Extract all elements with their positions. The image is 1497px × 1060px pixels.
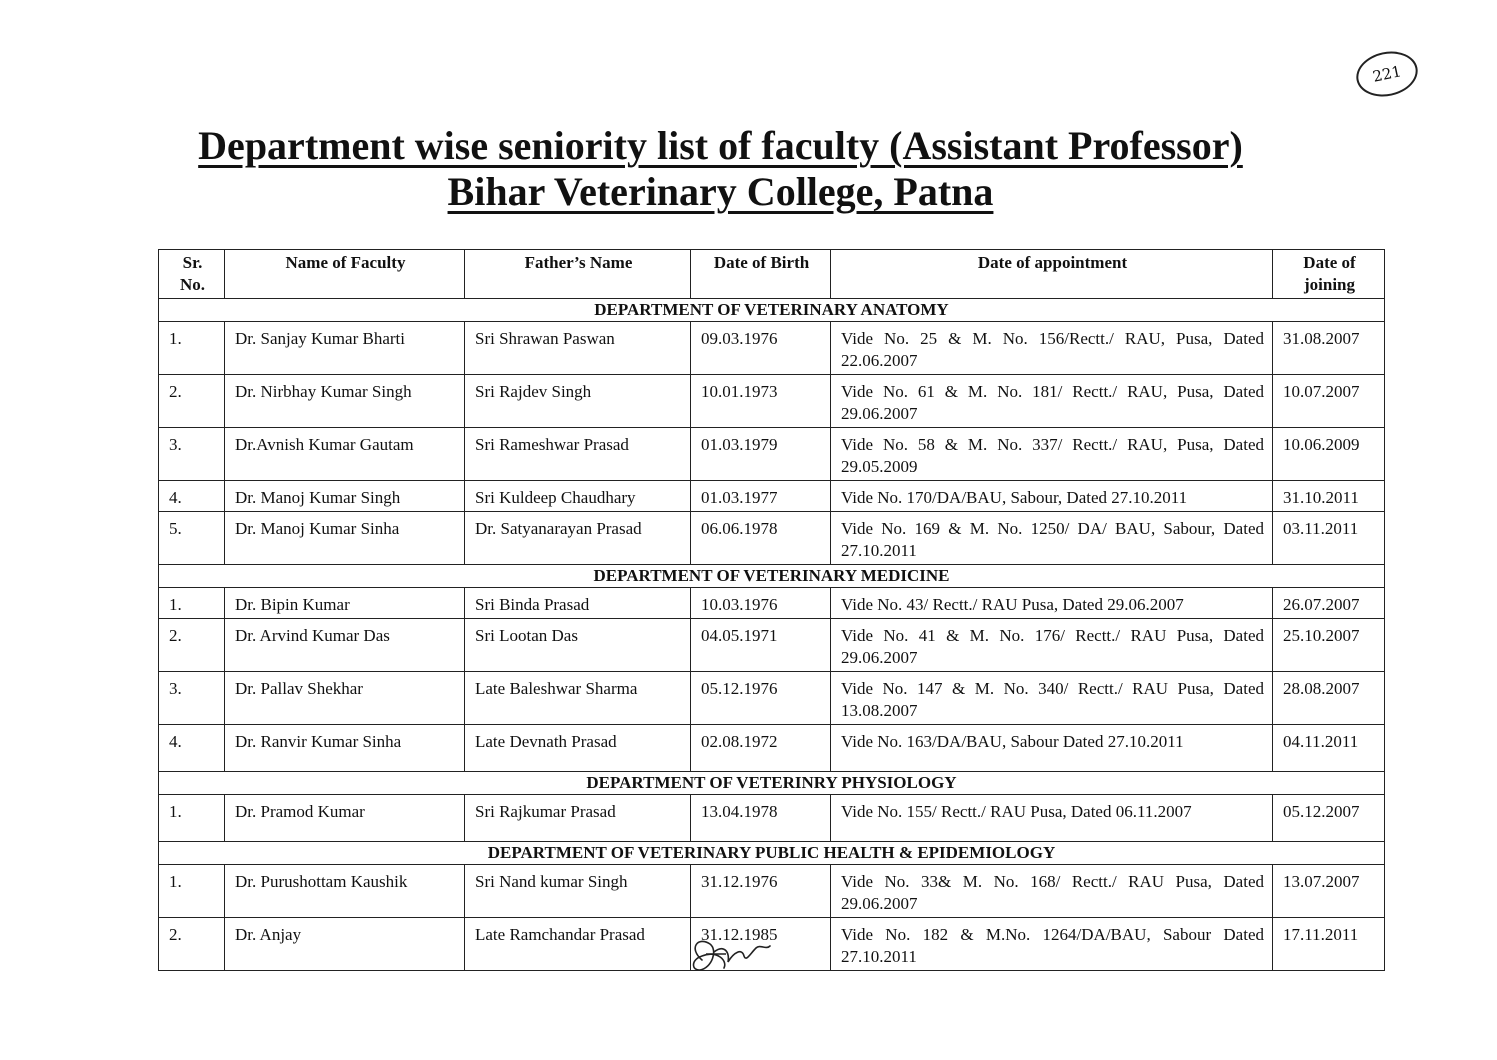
table-body <box>159 299 1385 971</box>
cell-fathers-name: Late Devnath Prasad <box>465 725 691 772</box>
cell-fathers-name: Late Ramchandar Prasad <box>465 918 691 971</box>
signature <box>684 930 774 980</box>
department-name: DEPARTMENT OF VETERINARY PUBLIC HEALTH & EPIDEMIOLOGY <box>159 842 1385 865</box>
cell-date-of-joining: 10.07.2007 <box>1273 375 1385 428</box>
cell-date-of-birth: 06.06.1978 <box>691 512 831 565</box>
cell-fathers-name: Sri Kuldeep Chaudhary <box>465 481 691 512</box>
cell-sr-no: 3. <box>159 428 225 481</box>
department-name: DEPARTMENT OF VETERINARY ANATOMY <box>159 299 1385 322</box>
cell-fathers-name: Sri Binda Prasad <box>465 588 691 619</box>
table-row <box>159 672 1385 725</box>
cell-date-of-joining: 03.11.2011 <box>1273 512 1385 565</box>
page-number-stamp: 221 <box>1352 46 1422 102</box>
department-name: DEPARTMENT OF VETERINARY MEDICINE <box>159 565 1385 588</box>
table-row <box>159 795 1385 842</box>
cell-name-of-faculty: Dr. Sanjay Kumar Bharti <box>225 322 465 375</box>
cell-fathers-name: Sri Shrawan Paswan <box>465 322 691 375</box>
cell-date-of-birth: 31.12.1985 <box>691 918 831 971</box>
cell-date-of-joining: 31.08.2007 <box>1273 322 1385 375</box>
cell-date-of-appointment: Vide No. 182 & M.No. 1264/DA/BAU, Sabour Dated 27.10.2011 <box>831 918 1273 971</box>
cell-sr-no: 1. <box>159 588 225 619</box>
cell-date-of-birth: 01.03.1979 <box>691 428 831 481</box>
cell-sr-no: 2. <box>159 918 225 971</box>
cell-date-of-appointment: Vide No. 41 & M. No. 176/ Rectt./ RAU Pusa, Dated 29.06.2007 <box>831 619 1273 672</box>
cell-date-of-appointment: Vide No. 43/ Rectt./ RAU Pusa, Dated 29.06.2007 <box>831 588 1273 619</box>
table-row <box>159 481 1385 512</box>
cell-name-of-faculty: Dr. Ranvir Kumar Sinha <box>225 725 465 772</box>
header-row <box>159 250 1385 299</box>
cell-fathers-name: Sri Rajdev Singh <box>465 375 691 428</box>
cell-name-of-faculty: Dr. Pallav Shekhar <box>225 672 465 725</box>
header-name-of-faculty: Name of Faculty <box>225 250 465 299</box>
cell-name-of-faculty: Dr. Manoj Kumar Sinha <box>225 512 465 565</box>
table-row <box>159 428 1385 481</box>
header-date-of-appointment: Date of appointment <box>831 250 1273 299</box>
cell-date-of-birth: 31.12.1976 <box>691 865 831 918</box>
cell-date-of-appointment: Vide No. 25 & M. No. 156/Rectt./ RAU, Pusa, Dated 22.06.2007 <box>831 322 1273 375</box>
table-row <box>159 375 1385 428</box>
cell-date-of-appointment: Vide No. 163/DA/BAU, Sabour Dated 27.10.2011 <box>831 725 1273 772</box>
cell-date-of-joining: 25.10.2007 <box>1273 619 1385 672</box>
cell-fathers-name: Dr. Satyanarayan Prasad <box>465 512 691 565</box>
header-date-of-joining: Date of joining <box>1273 250 1385 299</box>
department-heading-row <box>159 772 1385 795</box>
cell-date-of-appointment: Vide No. 58 & M. No. 337/ Rectt./ RAU, Pusa, Dated 29.05.2009 <box>831 428 1273 481</box>
cell-fathers-name: Sri Lootan Das <box>465 619 691 672</box>
header-sr-no: Sr. No. <box>159 250 225 299</box>
cell-name-of-faculty: Dr. Pramod Kumar <box>225 795 465 842</box>
cell-date-of-appointment: Vide No. 169 & M. No. 1250/ DA/ BAU, Sabour, Dated 27.10.2011 <box>831 512 1273 565</box>
table-row <box>159 588 1385 619</box>
cell-name-of-faculty: Dr. Manoj Kumar Singh <box>225 481 465 512</box>
cell-date-of-appointment: Vide No. 33& M. No. 168/ Rectt./ RAU Pusa, Dated 29.06.2007 <box>831 865 1273 918</box>
department-heading-row <box>159 842 1385 865</box>
table-row <box>159 619 1385 672</box>
department-heading-row <box>159 565 1385 588</box>
cell-name-of-faculty: Dr.Avnish Kumar Gautam <box>225 428 465 481</box>
cell-date-of-appointment: Vide No. 61 & M. No. 181/ Rectt./ RAU, Pusa, Dated 29.06.2007 <box>831 375 1273 428</box>
cell-date-of-appointment: Vide No. 147 & M. No. 340/ Rectt./ RAU Pusa, Dated 13.08.2007 <box>831 672 1273 725</box>
cell-date-of-birth: 09.03.1976 <box>691 322 831 375</box>
cell-fathers-name: Sri Rameshwar Prasad <box>465 428 691 481</box>
cell-name-of-faculty: Dr. Nirbhay Kumar Singh <box>225 375 465 428</box>
cell-name-of-faculty: Dr. Purushottam Kaushik <box>225 865 465 918</box>
cell-sr-no: 1. <box>159 795 225 842</box>
cell-date-of-birth: 13.04.1978 <box>691 795 831 842</box>
cell-date-of-appointment: Vide No. 170/DA/BAU, Sabour, Dated 27.10.2011 <box>831 481 1273 512</box>
cell-sr-no: 4. <box>159 725 225 772</box>
cell-fathers-name: Sri Rajkumar Prasad <box>465 795 691 842</box>
cell-sr-no: 1. <box>159 865 225 918</box>
cell-sr-no: 5. <box>159 512 225 565</box>
cell-date-of-joining: 31.10.2011 <box>1273 481 1385 512</box>
page-title: Department wise seniority list of faculty (Assistant Professor) <box>198 123 1243 168</box>
cell-fathers-name: Sri Nand kumar Singh <box>465 865 691 918</box>
cell-date-of-joining: 28.08.2007 <box>1273 672 1385 725</box>
department-name: DEPARTMENT OF VETERINRY PHYSIOLOGY <box>159 772 1385 795</box>
cell-date-of-appointment: Vide No. 155/ Rectt./ RAU Pusa, Dated 06.11.2007 <box>831 795 1273 842</box>
table-row <box>159 322 1385 375</box>
cell-date-of-birth: 04.05.1971 <box>691 619 831 672</box>
cell-date-of-joining: 26.07.2007 <box>1273 588 1385 619</box>
department-heading-row <box>159 299 1385 322</box>
cell-date-of-joining: 05.12.2007 <box>1273 795 1385 842</box>
cell-date-of-joining: 10.06.2009 <box>1273 428 1385 481</box>
cell-date-of-birth: 01.03.1977 <box>691 481 831 512</box>
header-fathers-name: Father’s Name <box>465 250 691 299</box>
header-date-of-birth: Date of Birth <box>691 250 831 299</box>
table-row <box>159 725 1385 772</box>
cell-fathers-name: Late Baleshwar Sharma <box>465 672 691 725</box>
cell-date-of-birth: 02.08.1972 <box>691 725 831 772</box>
cell-sr-no: 4. <box>159 481 225 512</box>
page-subtitle: Bihar Veterinary College, Patna <box>447 169 994 214</box>
cell-date-of-birth: 10.01.1973 <box>691 375 831 428</box>
cell-sr-no: 3. <box>159 672 225 725</box>
cell-date-of-joining: 04.11.2011 <box>1273 725 1385 772</box>
cell-name-of-faculty: Dr. Anjay <box>225 918 465 971</box>
cell-date-of-birth: 05.12.1976 <box>691 672 831 725</box>
cell-name-of-faculty: Dr. Bipin Kumar <box>225 588 465 619</box>
cell-sr-no: 2. <box>159 619 225 672</box>
table-row <box>159 512 1385 565</box>
table-row <box>159 865 1385 918</box>
cell-date-of-birth: 10.03.1976 <box>691 588 831 619</box>
cell-sr-no: 2. <box>159 375 225 428</box>
cell-sr-no: 1. <box>159 322 225 375</box>
cell-date-of-joining: 17.11.2011 <box>1273 918 1385 971</box>
cell-name-of-faculty: Dr. Arvind Kumar Das <box>225 619 465 672</box>
cell-date-of-joining: 13.07.2007 <box>1273 865 1385 918</box>
seniority-table <box>158 249 1385 971</box>
